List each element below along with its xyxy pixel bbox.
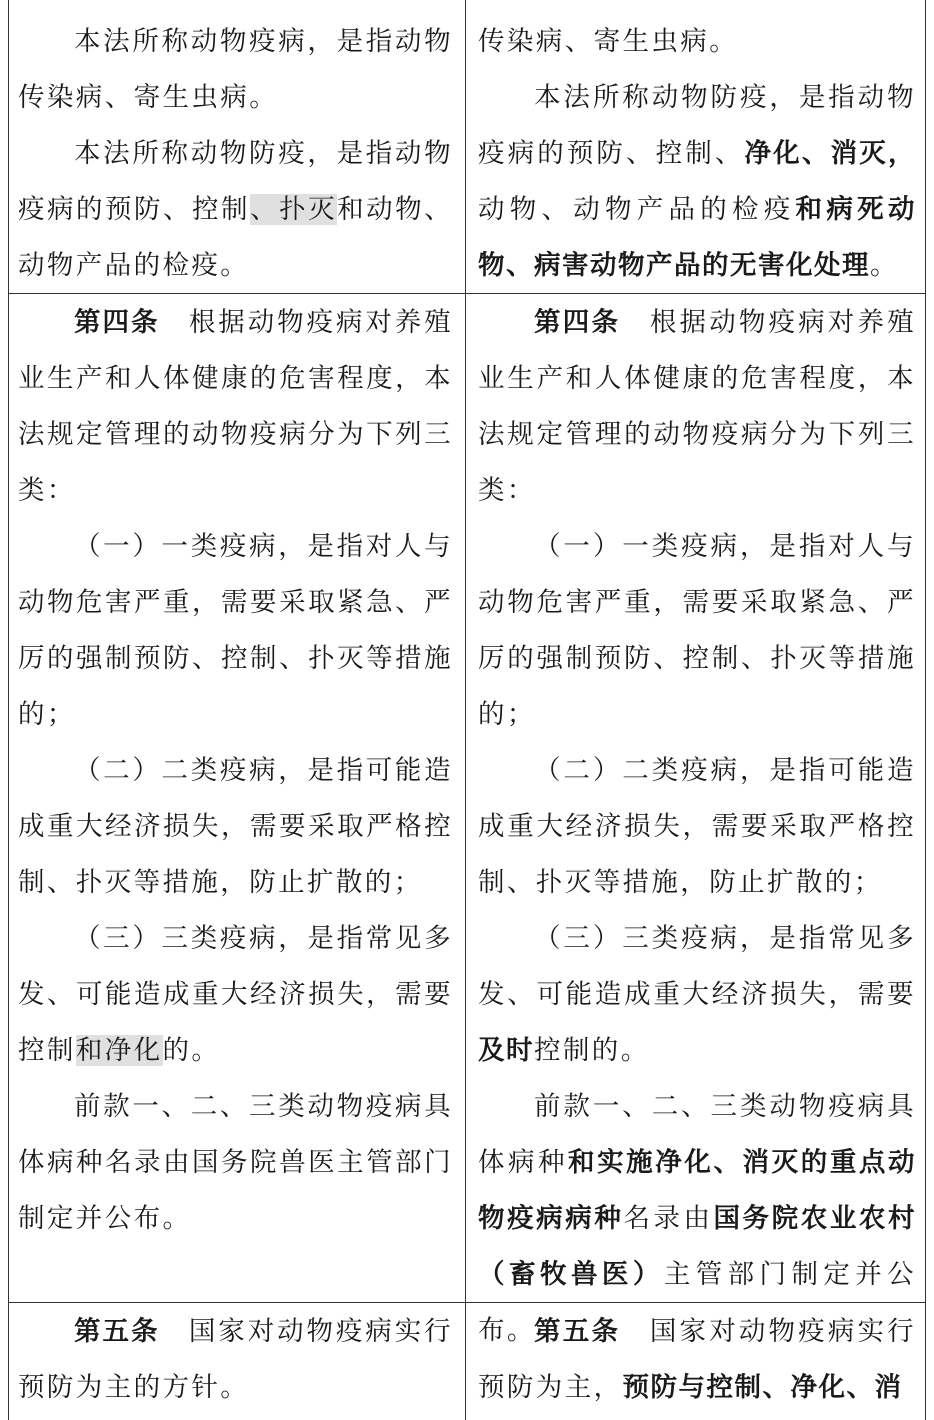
text-run: （三）三类疫病，是指常见多发、可能造成重大经济损失，需要控制 [18,923,453,1066]
text-run: 和动物、动物产品的检疫。 [18,194,454,281]
text-run: 。 [870,250,899,281]
bold-text: 和病死动物、病害动物产品的无害化处理 [478,194,917,281]
paragraph [478,1304,916,1416]
text-run: 传染病、寄生虫病。 [478,26,739,57]
paragraph [478,70,916,294]
paragraph [18,743,453,911]
bold-text: 预防与控制、净化、消 [622,1372,903,1403]
text-run: 本法所称动物防疫，是指动物疫病的预防、控制 [18,138,453,225]
highlighted-text: 、扑灭 [250,194,338,225]
text-run: （一）一类疫病，是指对人与动物危害严重，需要采取紧急、严厉的强制预防、控制、扑灭等措施的； [478,531,916,730]
text-run: 国家对动物疫病实行预防为主的方针。 [18,1316,453,1403]
text-run: （二）二类疫病，是指可能造成重大经济损失，需要采取严格控制、扑灭等措施，防止扩散的； [478,755,916,898]
paragraph [478,519,916,743]
paragraph [18,295,453,519]
text-run: 的。 [162,1035,221,1066]
paragraph [18,126,453,294]
paragraph [478,911,916,1079]
text-run: 国家对动物疫病实行预防为主， [478,1316,916,1403]
text-run: （一）一类疫病，是指对人与动物危害严重，需要采取紧急、严厉的强制预防、控制、扑灭等措施的； [18,531,453,730]
bold-text: 第五条 [534,1316,621,1347]
row-2-right-cell [466,295,926,1359]
bold-text: 和实施净化、消灭的重点动物疫病病种 [478,1147,917,1234]
text-run: 动物、动物产品的检疫 [478,194,796,225]
paragraph [18,911,453,1079]
row-3-left-cell [8,1304,465,1416]
row-2-left-cell [8,295,465,1247]
text-run: 本法所称动物防疫，是指动物疫病的预防、控制、 [478,82,916,169]
text-run: 前款一、二、三类动物疫病具体病种名录由国务院兽医主管部门制定并公布。 [18,1091,453,1234]
text-run: 本法所称动物疫病，是指动物传染病、寄生虫病。 [18,26,453,113]
comparison-table [8,0,926,1420]
bold-text: 国务院农业农村（畜牧兽医） [478,1203,917,1290]
text-run: 前款一、二、三类动物疫病具体病种 [478,1091,916,1178]
row-3-right-cell [466,1304,926,1416]
paragraph [478,743,916,911]
text-run: （三）三类疫病，是指常见多发、可能造成重大经济损失，需要 [478,923,916,1010]
paragraph [478,295,916,519]
row-1-right-cell [466,14,926,294]
text-run: 控制的。 [534,1035,650,1066]
paragraph [18,1304,453,1416]
text-run: （二）二类疫病，是指可能造成重大经济损失，需要采取严格控制、扑灭等措施，防止扩散的； [18,755,453,898]
bold-text: 净化、消灭， [744,138,917,169]
text-run: 名录由 [623,1203,714,1234]
highlighted-text: 和净化 [75,1035,163,1066]
row-1-left-cell [8,14,465,294]
bold-text: 及时 [478,1035,534,1066]
text-run: 主管部门制定并公布。 [478,1259,916,1346]
paragraph [18,519,453,743]
paragraph [18,14,453,126]
bold-text: 第四条 [534,307,621,338]
text-run: 根据动物疫病对养殖业生产和人体健康的危害程度，本法规定管理的动物疫病分为下列三类： [478,307,916,506]
bold-text: 第五条 [74,1316,160,1347]
paragraph [18,1079,453,1247]
paragraph [478,14,916,70]
text-run: 根据动物疫病对养殖业生产和人体健康的危害程度，本法规定管理的动物疫病分为下列三类： [18,307,453,506]
bold-text: 第四条 [74,307,160,338]
